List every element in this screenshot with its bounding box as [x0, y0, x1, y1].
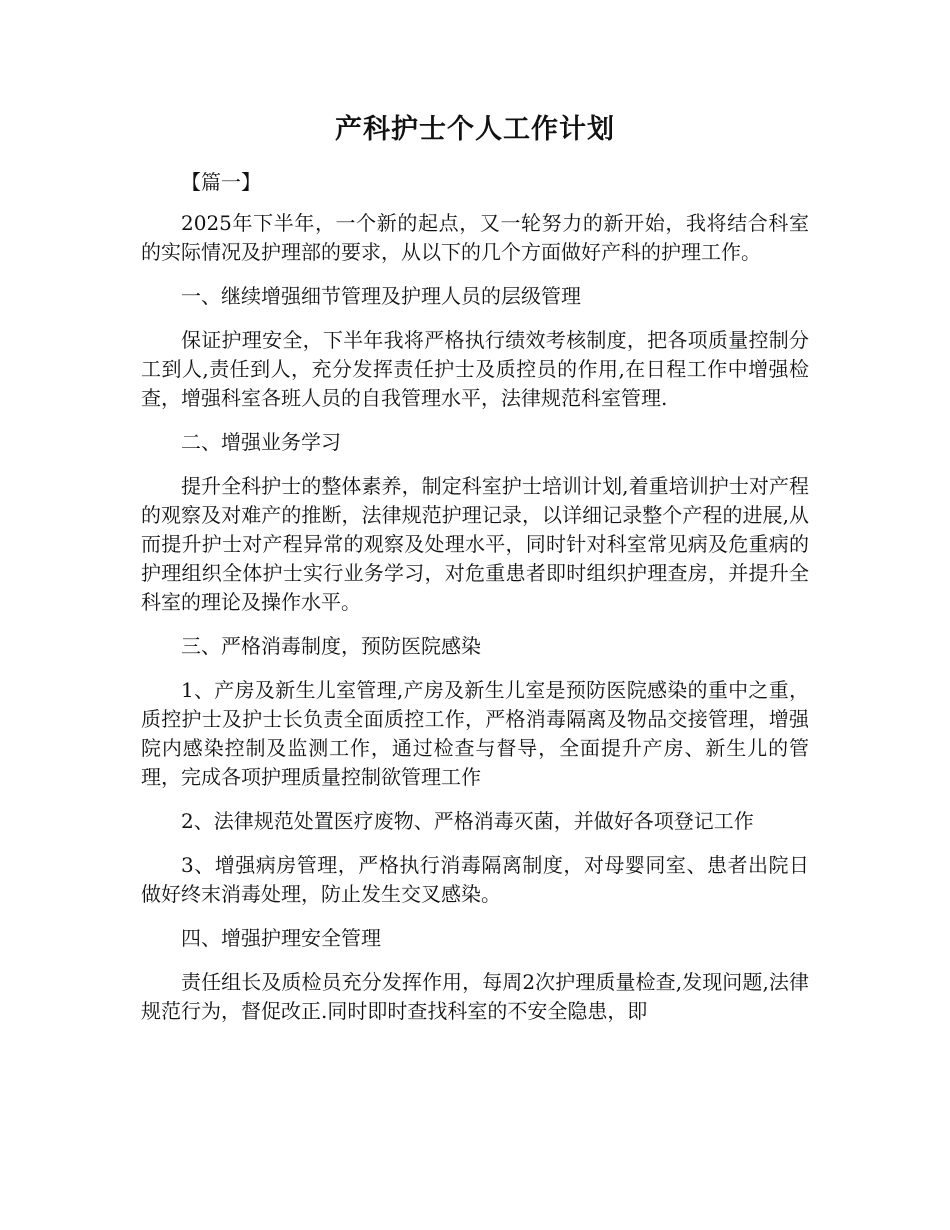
paragraph-training: 提升全科护士的整体素养，制定科室护士培训计划,着重培训护士对产程的观察及对难产的推断，法律规范护理记录，以详细记录整个产程的进展,从而提升护士对产程异常的观察及处理水平，同时针对科室常见病及危重病的护理组织全体护士实行业务学习，对危重患者即时组织护理查房，并提升全科室的理论及操作水平。	[141, 474, 809, 614]
section-heading-2: 二、增强业务学习	[181, 430, 341, 454]
paragraph-quality-check: 责任组长及质检员充分发挥作用，每周2次护理质量检查,发现问题,法律规范行为，督促改正.同时即时查找科室的不安全隐患，即	[141, 970, 809, 1023]
paragraph-item-1: 1、产房及新生儿室管理,产房及新生儿室是预防医院感染的重中之重，质控护士及护士长负责全面质控工作，严格消毒隔离及物品交接管理，增强院内感染控制及监测工作，通过检查与督导，全面提升产房、新生儿的管理，完成各项护理质量控制欲管理工作	[141, 678, 809, 789]
document-title: 产科护士个人工作计划	[335, 114, 615, 145]
paragraph-intro: 2025年下半年，一个新的起点，又一轮努力的新开始，我将结合科室的实际情况及护理部的要求，从以下的几个方面做好产科的护理工作。	[141, 211, 809, 264]
section-tag: 【篇一】	[181, 170, 261, 194]
paragraph-item-3: 3、增强病房管理，严格执行消毒隔离制度，对母婴同室、患者出院日做好终末消毒处理，防止发生交叉感染。	[141, 853, 809, 906]
section-heading-1: 一、继续增强细节管理及护理人员的层级管理	[181, 284, 581, 308]
document-body	[141, 112, 809, 1041]
section-heading-3: 三、严格消毒制度，预防医院感染	[181, 634, 481, 658]
paragraph-item-2: 2、法律规范处置医疗废物、严格消毒灭菌，并做好各项登记工作	[181, 809, 754, 833]
section-heading-4: 四、增强护理安全管理	[181, 926, 381, 950]
paragraph-safety: 保证护理安全，下半年我将严格执行绩效考核制度，把各项质量控制分工到人,责任到人，充分发挥责任护士及质控员的作用,在日程工作中增强检查，增强科室各班人员的自我管理水平，法律规范科室管理.	[141, 328, 809, 410]
